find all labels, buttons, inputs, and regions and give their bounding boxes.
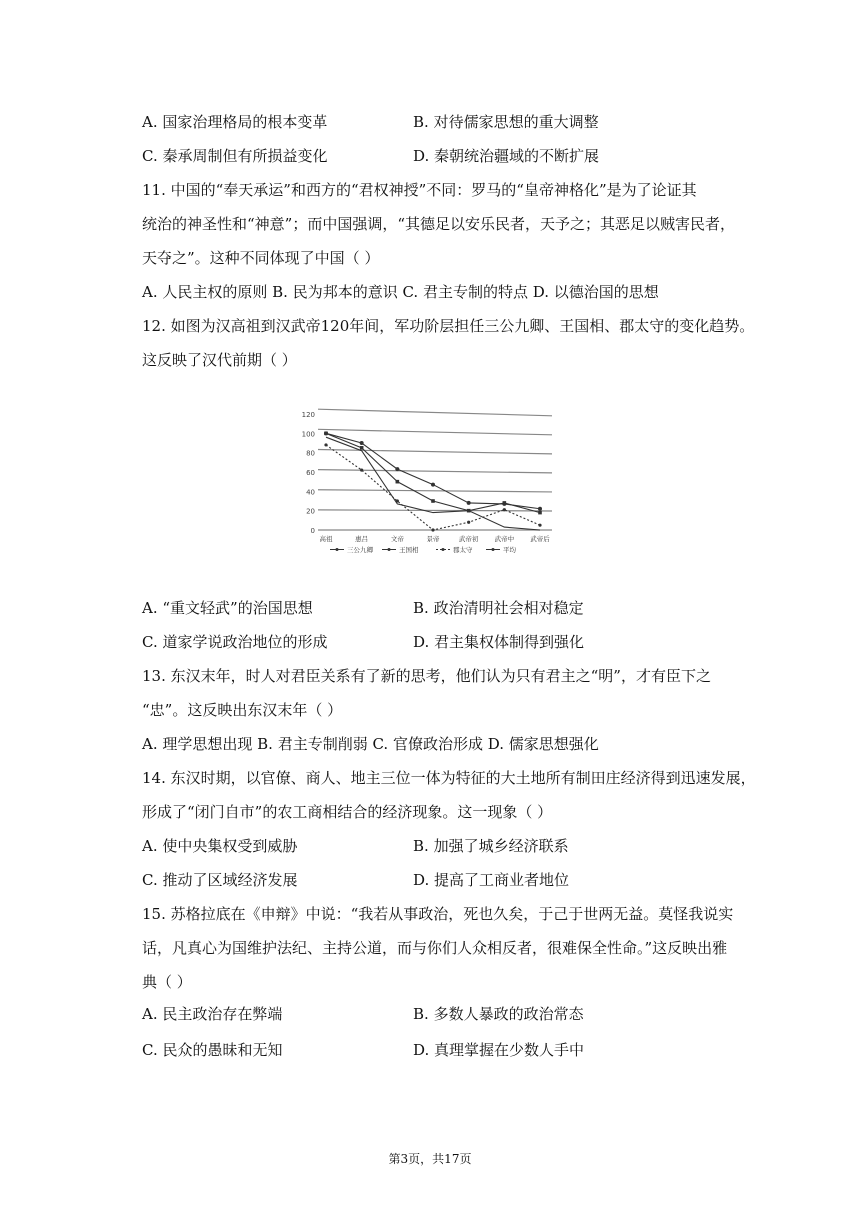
q13-options: A. 理学思想出现 B. 君主专制削弱 C. 官僚政治形成 D. 儒家思想强化 (142, 735, 599, 753)
data-point (360, 446, 364, 450)
q14-option-d: D. 提高了工商业者地位 (413, 871, 570, 889)
q10-option-b: B. 对待儒家思想的重大调整 (413, 113, 599, 131)
q15-option-b: B. 多数人暴政的政治常态 (413, 1005, 584, 1023)
gridline (318, 470, 552, 473)
gridline (318, 409, 552, 416)
series-line-2 (326, 445, 540, 530)
y-tick-label: 80 (306, 449, 315, 458)
y-tick-label: 20 (306, 507, 315, 516)
q10-option-a: A. 国家治理格局的根本变革 (142, 113, 328, 131)
y-tick-label: 120 (301, 411, 315, 419)
legend-marker (388, 548, 391, 551)
q12-option-d: D. 君主集权体制得到强化 (413, 633, 585, 651)
data-point (396, 480, 400, 484)
q13-stem-line-1: 13. 东汉末年，时人对君臣关系有了新的思考，他们认为只有君主之“明”，才有臣下之 (142, 667, 711, 685)
q14-option-b: B. 加强了城乡经济联系 (413, 837, 569, 855)
q11-options: A. 人民主权的原则 B. 民为邦本的意识 C. 君主专制的特点 D. 以德治国的思想 (142, 283, 659, 301)
q13-stem-line-2: “忠”。这反映出东汉末年（ ） (142, 701, 343, 719)
y-tick-label: 60 (306, 469, 315, 477)
data-point (324, 443, 327, 446)
data-point (431, 483, 435, 487)
q12-option-b: B. 政治清明社会相对稳定 (413, 599, 584, 617)
data-point (503, 508, 506, 511)
data-point (467, 501, 471, 505)
q15-option-c: C. 民众的愚昧和无知 (142, 1041, 283, 1059)
q12-stem-line-1: 12. 如图为汉高祖到汉武帝120年间，军功阶层担任三公九卿、王国相、郡太守的变化趋势。 (142, 317, 755, 335)
q15-stem-line-1: 15. 苏格拉底在《申辩》中说：“我若从事政治，死也久矣，于己于世两无益。莫怪我说实 (142, 905, 734, 923)
q11-stem-line-1: 11. 中国的“奉天承运”和西方的“君权神授”不同：罗马的“皇帝神格化”是为了论证其 (142, 181, 697, 199)
y-tick-label: 100 (301, 430, 315, 439)
q12-option-a: A. “重文轻武”的治国思想 (142, 599, 313, 617)
q11-stem-line-2: 统治的神圣性和“神意”；而中国强调，“其德足以安乐民者，天予之；其恶足以贼害民者， (142, 215, 736, 233)
x-tick-label: 惠吕 (355, 535, 369, 543)
data-point (431, 499, 435, 503)
data-point (503, 501, 507, 505)
q12-stem-line-2: 这反映了汉代前期（ ） (142, 351, 297, 369)
legend-label: 三公九卿 (347, 546, 373, 554)
gridline (318, 449, 552, 453)
x-tick-label: 武帝初 (458, 535, 479, 543)
q15-stem-line-2: 话，凡真心为国维护法纪、主持公道，而与你们人众相反者，很难保全性命。”这反映出雅 (142, 939, 728, 957)
data-point (467, 521, 470, 524)
page-footer: 第3页，共17页 (388, 1152, 472, 1166)
x-tick-label: 高祖 (319, 535, 333, 543)
data-point (360, 468, 363, 471)
y-tick-label: 40 (306, 488, 315, 497)
q12-option-c: C. 道家学说政治地位的形成 (142, 633, 328, 651)
data-point (324, 432, 328, 436)
q14-option-c: C. 推动了区域经济发展 (142, 871, 298, 889)
legend-marker (492, 548, 495, 551)
x-tick-label: 景帝 (426, 535, 440, 543)
data-point (395, 467, 399, 471)
gridline (318, 490, 552, 492)
q11-stem-line-3: 天夺之”。这种不同体现了中国（ ） (142, 249, 380, 267)
legend-label: 郡太守 (453, 546, 473, 554)
y-tick-label: 0 (310, 527, 315, 535)
q10-option-c: C. 秦承周制但有所损益变化 (142, 147, 328, 165)
data-point (431, 528, 434, 531)
q12-line-chart (290, 402, 560, 562)
data-point (538, 524, 541, 527)
x-tick-label: 武帝后 (530, 535, 550, 543)
q14-stem-line-2: 形成了“闭门自市”的农工商相结合的经济现象。这一现象（ ） (142, 803, 553, 821)
q14-option-a: A. 使中央集权受到威胁 (142, 837, 298, 855)
gridline (318, 510, 552, 511)
legend-marker (442, 548, 445, 551)
q15-stem-line-3: 典（ ） (142, 973, 192, 991)
gridline (318, 429, 552, 435)
legend-label: 王国相 (399, 546, 419, 554)
data-point (360, 441, 364, 445)
data-point (538, 507, 542, 511)
q10-option-d: D. 秦朝统治疆域的不断扩展 (413, 147, 600, 165)
x-tick-label: 武帝中 (494, 535, 515, 543)
legend-label: 平均 (503, 546, 516, 554)
data-point (538, 511, 542, 515)
q15-option-a: A. 民主政治存在弊端 (142, 1005, 283, 1023)
q15-option-d: D. 真理掌握在少数人手中 (413, 1041, 585, 1059)
legend-marker (336, 548, 339, 551)
q14-stem-line-1: 14. 东汉时期，以官僚、商人、地主三位一体为特征的大土地所有制田庄经济得到迅速发展， (142, 769, 756, 787)
x-tick-label: 文帝 (390, 535, 404, 543)
